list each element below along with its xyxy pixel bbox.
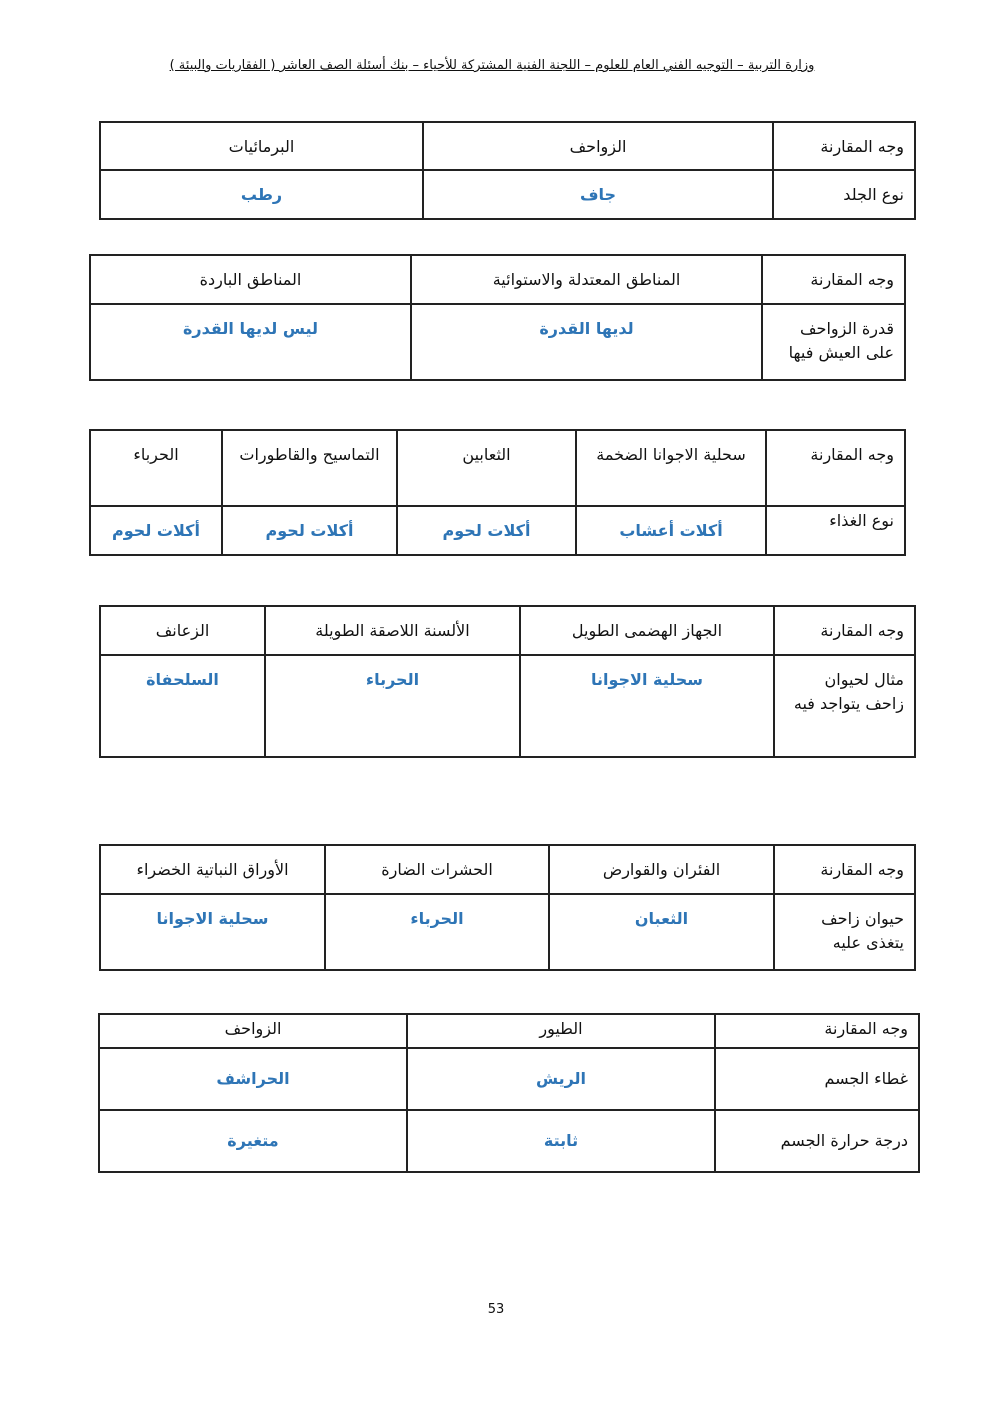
table-row (99, 1014, 919, 1048)
table-row (100, 845, 915, 894)
comparison-aspect-header: وجه المقارنة (715, 1014, 919, 1048)
answer-cell: متغيرة (99, 1110, 407, 1172)
table-row (99, 1048, 919, 1110)
page-header: وزارة التربية – التوجيه الفني العام للعلوم – اللجنة الفنية المشتركة للأحياء – بنك أسئلة الصف العاشر ( الفقاريات والبيئة ) (169, 58, 815, 73)
comparison-aspect-header: وجه المقارنة (762, 255, 905, 304)
column-header: الفئران والقوارض (549, 845, 774, 894)
comparison-aspect-header: وجه المقارنة (766, 430, 905, 506)
column-header: الجهاز الهضمى الطويل (520, 606, 774, 655)
comparison-table-skin (99, 121, 916, 220)
comparison-aspect-header: وجه المقارنة (774, 606, 915, 655)
column-header: الزواحف (99, 1014, 407, 1048)
column-header: التماسيح والقاطورات (222, 430, 397, 506)
row-label: غطاء الجسم (715, 1048, 919, 1110)
table-row (100, 170, 915, 219)
answer-cell: الحراشف (99, 1048, 407, 1110)
answer-cell: أكلات لحوم (397, 506, 576, 555)
row-label: مثال لحيوان زاحف يتواجد فيه (774, 655, 915, 757)
table-row (100, 122, 915, 170)
answer-cell: الحرباء (325, 894, 549, 970)
answer-cell: سحلية الاجوانا (100, 894, 325, 970)
page-number: 53 (487, 1302, 505, 1317)
column-header: الحشرات الضارة (325, 845, 549, 894)
answer-cell: جاف (423, 170, 773, 219)
table-row (100, 894, 915, 970)
table-row (99, 1110, 919, 1172)
column-header: الحرباء (90, 430, 222, 506)
comparison-aspect-header: وجه المقارنة (773, 122, 915, 170)
column-header: المناطق المعتدلة والاستوائية (411, 255, 762, 304)
answer-cell: رطب (100, 170, 423, 219)
comparison-table-diet (89, 429, 906, 556)
answer-cell: الثعبان (549, 894, 774, 970)
column-header: الألسنة اللاصقة الطويلة (265, 606, 520, 655)
row-label: قدرة الزواحف على العيش فيها (762, 304, 905, 380)
column-header: الزعانف (100, 606, 265, 655)
comparison-table-prey (99, 844, 916, 971)
table-row (90, 255, 905, 304)
row-label: نوع الجلد (773, 170, 915, 219)
row-label: درجة حرارة الجسم (715, 1110, 919, 1172)
answer-cell: لديها القدرة (411, 304, 762, 380)
table-row (90, 430, 905, 506)
row-label: حيوان زاحف يتغذى عليه (774, 894, 915, 970)
comparison-aspect-header: وجه المقارنة (774, 845, 915, 894)
column-header: الزواحف (423, 122, 773, 170)
answer-cell: ثابتة (407, 1110, 715, 1172)
column-header: سحلية الاجوانا الضخمة (576, 430, 766, 506)
answer-cell: أكلات أعشاب (576, 506, 766, 555)
answer-cell: أكلات لحوم (90, 506, 222, 555)
comparison-table-adaptations (99, 605, 916, 758)
answer-cell: ليس لديها القدرة (90, 304, 411, 380)
table-row (90, 506, 905, 555)
column-header: البرمائيات (100, 122, 423, 170)
answer-cell: أكلات لحوم (222, 506, 397, 555)
column-header: الأوراق النباتية الخضراء (100, 845, 325, 894)
answer-cell: سحلية الاجوانا (520, 655, 774, 757)
answer-cell: السلحفاة (100, 655, 265, 757)
row-label: نوع الغذاء (766, 506, 905, 555)
column-header: المناطق الباردة (90, 255, 411, 304)
answer-cell: الحرباء (265, 655, 520, 757)
table-row (90, 304, 905, 380)
column-header: الثعابين (397, 430, 576, 506)
comparison-table-habitat (89, 254, 906, 381)
table-row (100, 606, 915, 655)
answer-cell: الريش (407, 1048, 715, 1110)
column-header: الطيور (407, 1014, 715, 1048)
table-row (100, 655, 915, 757)
comparison-table-birds-reptiles (98, 1013, 920, 1173)
